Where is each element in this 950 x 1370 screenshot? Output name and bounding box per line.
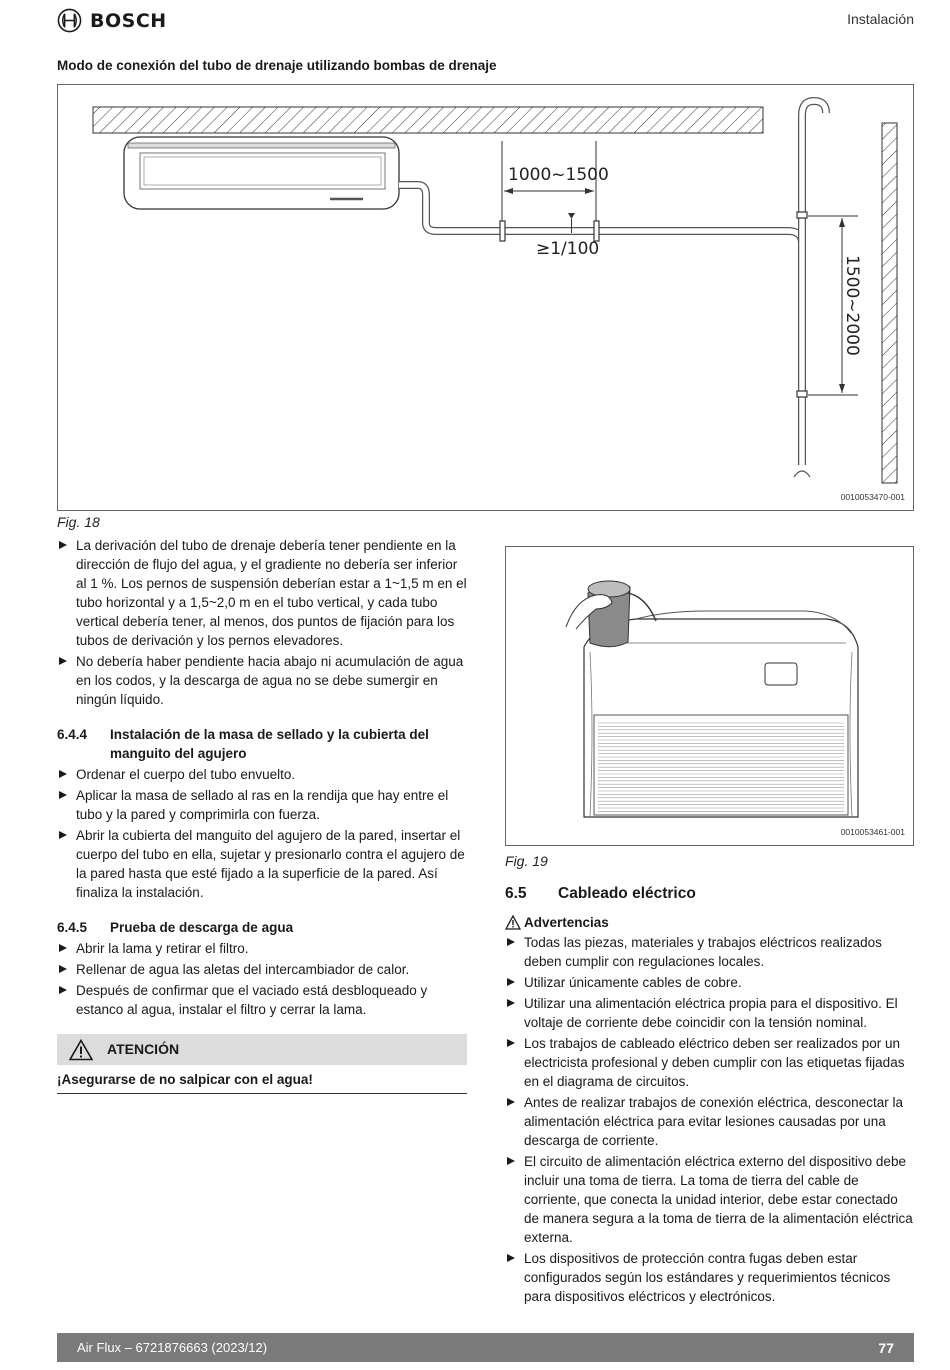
warning-icon — [69, 1039, 93, 1061]
brand-name: BOSCH — [90, 9, 167, 32]
list-item: Todas las piezas, materiales y trabajos eléctricos realizados deben cumplir con regulaciones locales. — [505, 933, 915, 971]
list-item: Antes de realizar trabajos de conexión eléctrica, desconectar la alimentación eléctrica para evitar lesiones causadas por una descarga de corriente. — [505, 1093, 915, 1150]
dimension-vertical-label: 1500~2000 — [842, 255, 862, 356]
list-item: La derivación del tubo de drenaje debería tener pendiente en la dirección de flujo del agua, y el gradiente no debería ser inferior al 1 %. Los pernos de suspensión deberían estar a 1~1,5 m en el tubo horizontal y a 1,5~2,0 m en el tubo vertical, y cada tubo vertical debería tener, al menos, dos puntos de fijación para los tubos de derivación y los pernos elevadores. — [57, 536, 467, 650]
list-item: Ordenar el cuerpo del tubo envuelto. — [57, 765, 467, 784]
figure-18-drain-diagram — [57, 84, 914, 511]
section-heading-6-5: 6.5 Cableado eléctrico — [505, 885, 696, 902]
list-item: Los dispositivos de protección contra fugas deben estar configurados según los estándares y requerimientos técnicos para dispositivos eléctricos y electrónicos. — [505, 1249, 915, 1306]
list-item: No debería haber pendiente hacia abajo ni acumulación de agua en los codos, y la descarga de agua no se debe sumergir en ningún líquido. — [57, 652, 467, 709]
figure-18-image-id: 0010053470-001 — [840, 492, 905, 502]
attention-notice — [57, 1034, 467, 1065]
list-item: El circuito de alimentación eléctrica externo del dispositivo debe incluir una toma de tierra. La toma de tierra del cable de corriente, que conecta la unidad interior, debe estar conectado de manera segura a la toma de tierra de la alimentación eléctrica externa. — [505, 1152, 915, 1247]
warning-triangle-icon — [505, 915, 521, 930]
list-item: Utilizar una alimentación eléctrica propia para el dispositivo. El voltaje de corriente debe coincidir con la tensión nominal. — [505, 994, 915, 1032]
attention-text: ¡Asegurarse de no salpicar con el agua! — [57, 1065, 467, 1094]
section-heading-6-4-5: 6.4.5 Prueba de descarga de agua — [57, 920, 294, 935]
bosch-armature-icon — [57, 8, 82, 33]
list-item: Los trabajos de cableado eléctrico deben ser realizados por un electricista profesional y deben cumplir con las etiquetas fijadas en el diagrama de circuitos. — [505, 1034, 915, 1091]
drain-pipe-illustration — [58, 85, 915, 512]
figure-19-label: Fig. 19 — [505, 853, 548, 869]
list-item: Después de confirmar que el vaciado está desbloqueado y estanco al agua, instalar el filtro y cerrar la lama. — [57, 981, 467, 1019]
section-heading-6-4-4: 6.4.4 Instalación de la masa de sellado y la cubierta del manguito del agujero — [57, 727, 429, 761]
page-footer — [57, 1333, 914, 1362]
figure-19-water-test — [505, 546, 914, 846]
figure-18-label: Fig. 18 — [57, 514, 100, 530]
attention-label: ATENCIÓN — [107, 1041, 180, 1057]
water-test-illustration — [506, 547, 915, 847]
page-number: 77 — [878, 1339, 894, 1356]
warnings-heading: Advertencias — [505, 913, 915, 932]
section-title: Instalación — [847, 11, 914, 27]
list-item: Utilizar únicamente cables de cobre. — [505, 973, 915, 992]
figure-18-title: Modo de conexión del tubo de drenaje utilizando bombas de drenaje — [57, 58, 497, 73]
list-item: Rellenar de agua las aletas del intercambiador de calor. — [57, 960, 467, 979]
right-column — [505, 884, 915, 1308]
indoor-unit-shape — [124, 137, 399, 209]
list-item: Abrir la cubierta del manguito del agujero de la pared, insertar el cuerpo del tubo en ella, sujetar y presionarlo contra el agujero de la pared hasta que esté fijado a la superficie de la pared. Así finaliza la instalación. — [57, 826, 467, 902]
list-item: Abrir la lama y retirar el filtro. — [57, 939, 467, 958]
footer-document-id: Air Flux – 6721876663 (2023/12) — [77, 1340, 268, 1355]
list-item: Aplicar la masa de sellado al ras en la rendija que hay entre el tubo y la pared y comprimirla con fuerza. — [57, 786, 467, 824]
dimension-horizontal-label: 1000~1500 — [508, 165, 609, 185]
slope-label: ≥1/100 — [536, 239, 600, 259]
left-column — [57, 536, 467, 1094]
brand-logo — [57, 8, 167, 33]
figure-19-image-id: 0010053461-001 — [840, 827, 905, 837]
